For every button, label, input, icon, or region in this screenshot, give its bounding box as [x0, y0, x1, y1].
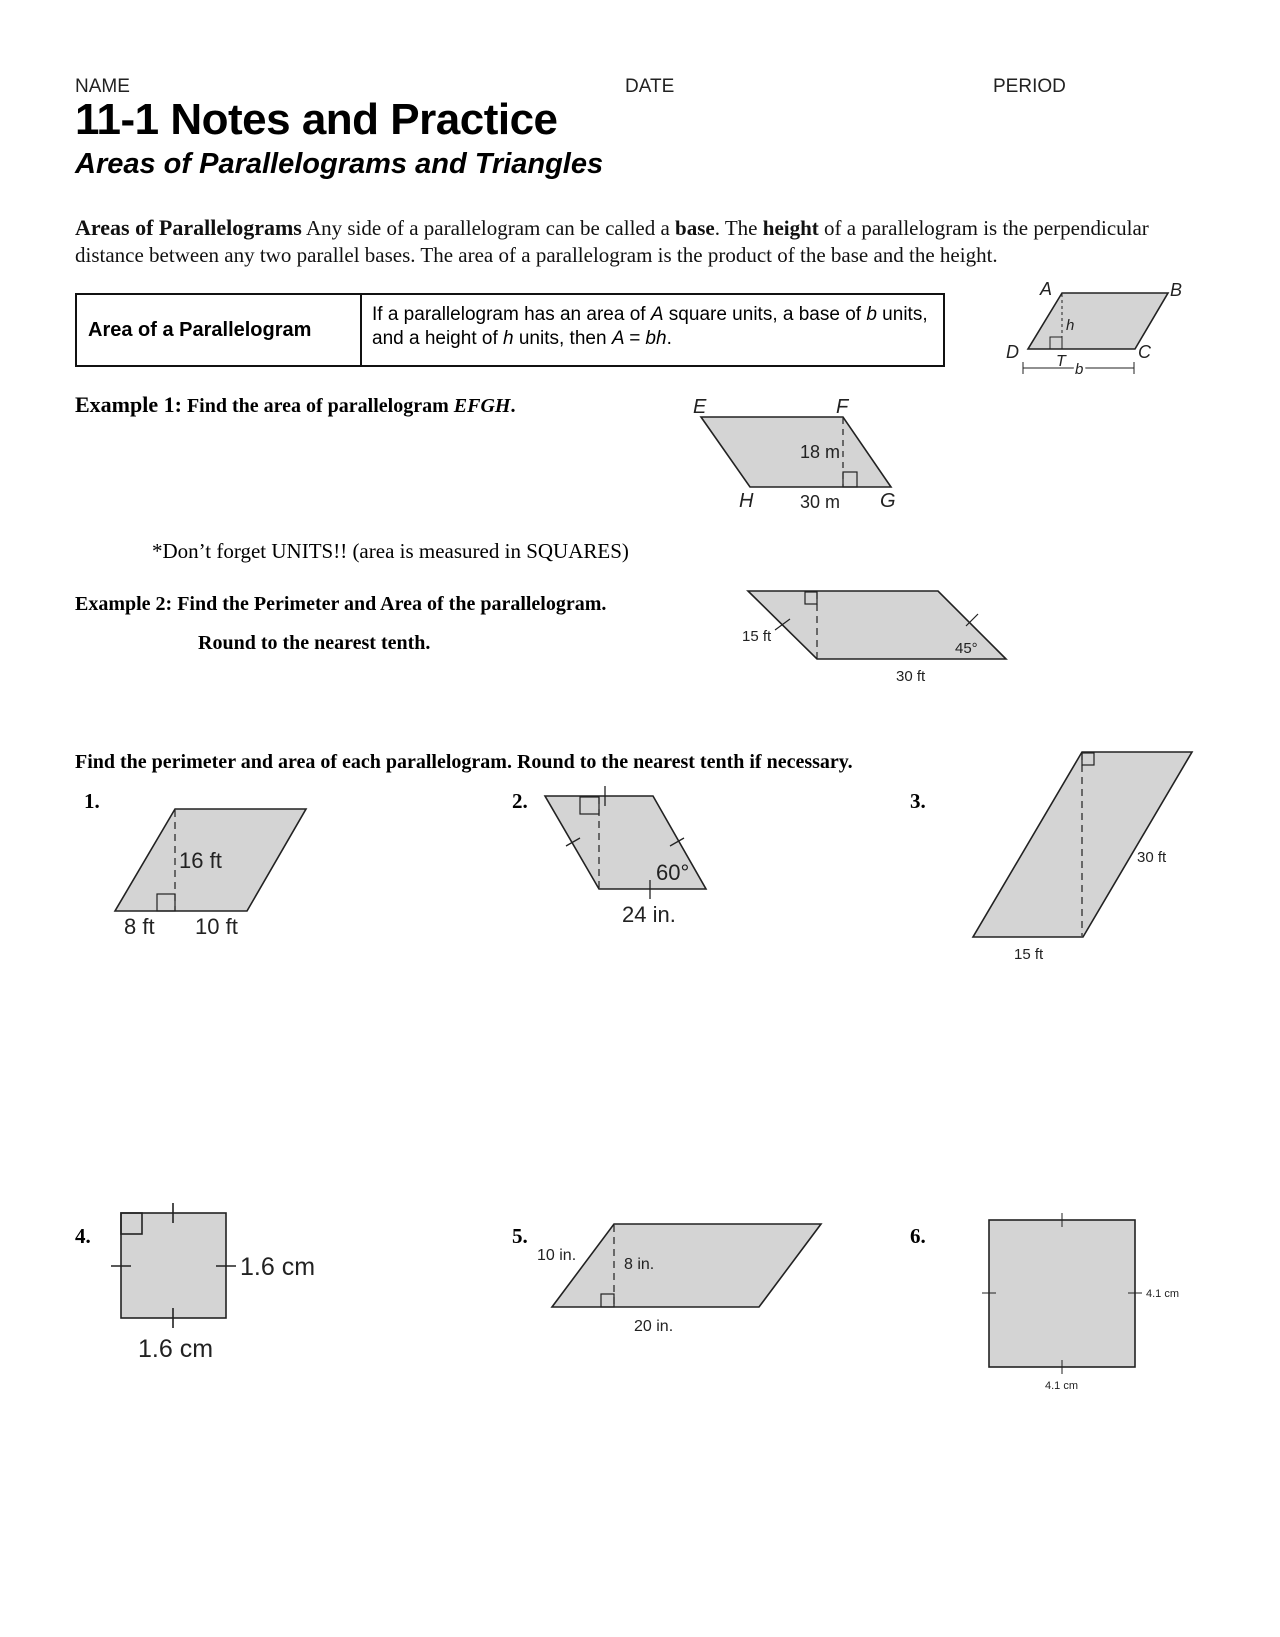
intro-text-1: Any side of a parallelogram can be called a — [301, 216, 676, 240]
definition-text-3: units, and a height of — [372, 304, 928, 349]
definition-var-b: b — [866, 304, 877, 325]
ref-label-a: A — [1040, 279, 1053, 299]
p4-base-label: 1.6 cm — [138, 1335, 214, 1363]
problem-5-number: 5. — [512, 1224, 528, 1248]
p5-side-label: 10 in. — [537, 1247, 577, 1264]
p2-base-label: 24 in. — [622, 902, 676, 927]
period-label: PERIOD — [993, 76, 1066, 97]
problem-1-number: 1. — [84, 789, 100, 813]
p2-angle-label: 60° — [656, 860, 690, 885]
problem-6-square — [982, 1213, 1142, 1374]
definition-text-5: . — [666, 328, 672, 349]
problem-5-parallelogram — [552, 1224, 821, 1307]
problem-6-number: 6. — [910, 1224, 926, 1248]
ref-label-c: C — [1138, 342, 1151, 362]
example-1-figure-name: EFGH — [453, 395, 511, 417]
p1-left-label: 8 ft — [124, 914, 155, 939]
page-title: 11-1 Notes and Practice — [75, 95, 558, 144]
problem-3-number: 3. — [910, 789, 926, 813]
date-label: DATE — [625, 76, 675, 97]
practice-instructions: Find the perimeter and area of each parallelogram. Round to the nearest tenth if necessary. — [75, 751, 853, 773]
ex1-label-g: G — [880, 490, 896, 512]
p6-base-label: 4.1 cm — [1045, 1380, 1079, 1392]
problem-4-square — [111, 1203, 236, 1328]
example-2-rounding: Round to the nearest tenth. — [198, 632, 431, 654]
intro-heading: Areas of Parallelograms — [75, 215, 302, 240]
definition-var-a: A — [650, 304, 664, 325]
intro-base-term: base — [675, 216, 715, 240]
p1-height-label: 16 ft — [179, 848, 222, 873]
ex1-height-label: 18 m — [800, 442, 841, 462]
problem-4-number: 4. — [75, 1224, 91, 1248]
p3-base-label: 15 ft — [1014, 946, 1044, 963]
ex1-label-e: E — [693, 396, 707, 418]
ex1-label-h: H — [739, 490, 754, 512]
definition-formula: A = bh — [611, 328, 667, 349]
p1-base-label: 10 ft — [195, 914, 238, 939]
p5-base-label: 20 in. — [634, 1318, 674, 1335]
example-1-label: Example 1: — [75, 392, 182, 417]
definition-text-1: If a parallelogram has an area of — [372, 304, 651, 325]
definition-text-2: square units, a base of — [663, 304, 867, 325]
example-1-end: . — [510, 395, 516, 417]
definition-text-4: units, then — [513, 328, 612, 349]
p6-side-label: 4.1 cm — [1146, 1288, 1180, 1300]
ex2-side-label: 15 ft — [742, 628, 772, 645]
ex1-label-f: F — [836, 396, 849, 418]
p4-side-label: 1.6 cm — [240, 1253, 316, 1281]
problem-3-parallelogram — [973, 752, 1192, 937]
intro-text-3: of a parallelogram is the perpendicular distance between any two parallel bases. The area of a parallelogram is the product of the base and the height. — [75, 216, 1149, 267]
page-subtitle: Areas of Parallelograms and Triangles — [75, 148, 604, 180]
example-2-text: Find the Perimeter and Area of the parallelogram. — [172, 593, 607, 615]
ref-label-d: D — [1006, 342, 1019, 362]
definition-var-h: h — [503, 328, 514, 349]
p3-side-label: 30 ft — [1137, 849, 1167, 866]
intro-height-term: height — [762, 216, 819, 240]
definition-term: Area of a Parallelogram — [77, 295, 362, 365]
ref-label-b-small: b — [1075, 361, 1084, 378]
intro-text-2: . The — [714, 216, 763, 240]
ref-label-b: B — [1170, 280, 1183, 300]
ref-label-h: h — [1066, 317, 1075, 334]
problem-2-number: 2. — [512, 789, 528, 813]
ex2-base-label: 30 ft — [896, 668, 926, 685]
units-note: *Don’t forget UNITS!! (area is measured in SQUARES) — [152, 539, 629, 563]
p5-height-label: 8 in. — [624, 1256, 655, 1273]
example-1-text: Find the area of parallelogram — [181, 395, 454, 417]
ex2-angle-label: 45° — [955, 640, 978, 657]
example-2-label: Example 2: — [75, 593, 173, 615]
ref-label-t: T — [1056, 353, 1066, 370]
example-1-parallelogram — [701, 417, 891, 487]
ex1-base-label: 30 m — [800, 492, 841, 512]
name-label: NAME — [75, 76, 130, 97]
